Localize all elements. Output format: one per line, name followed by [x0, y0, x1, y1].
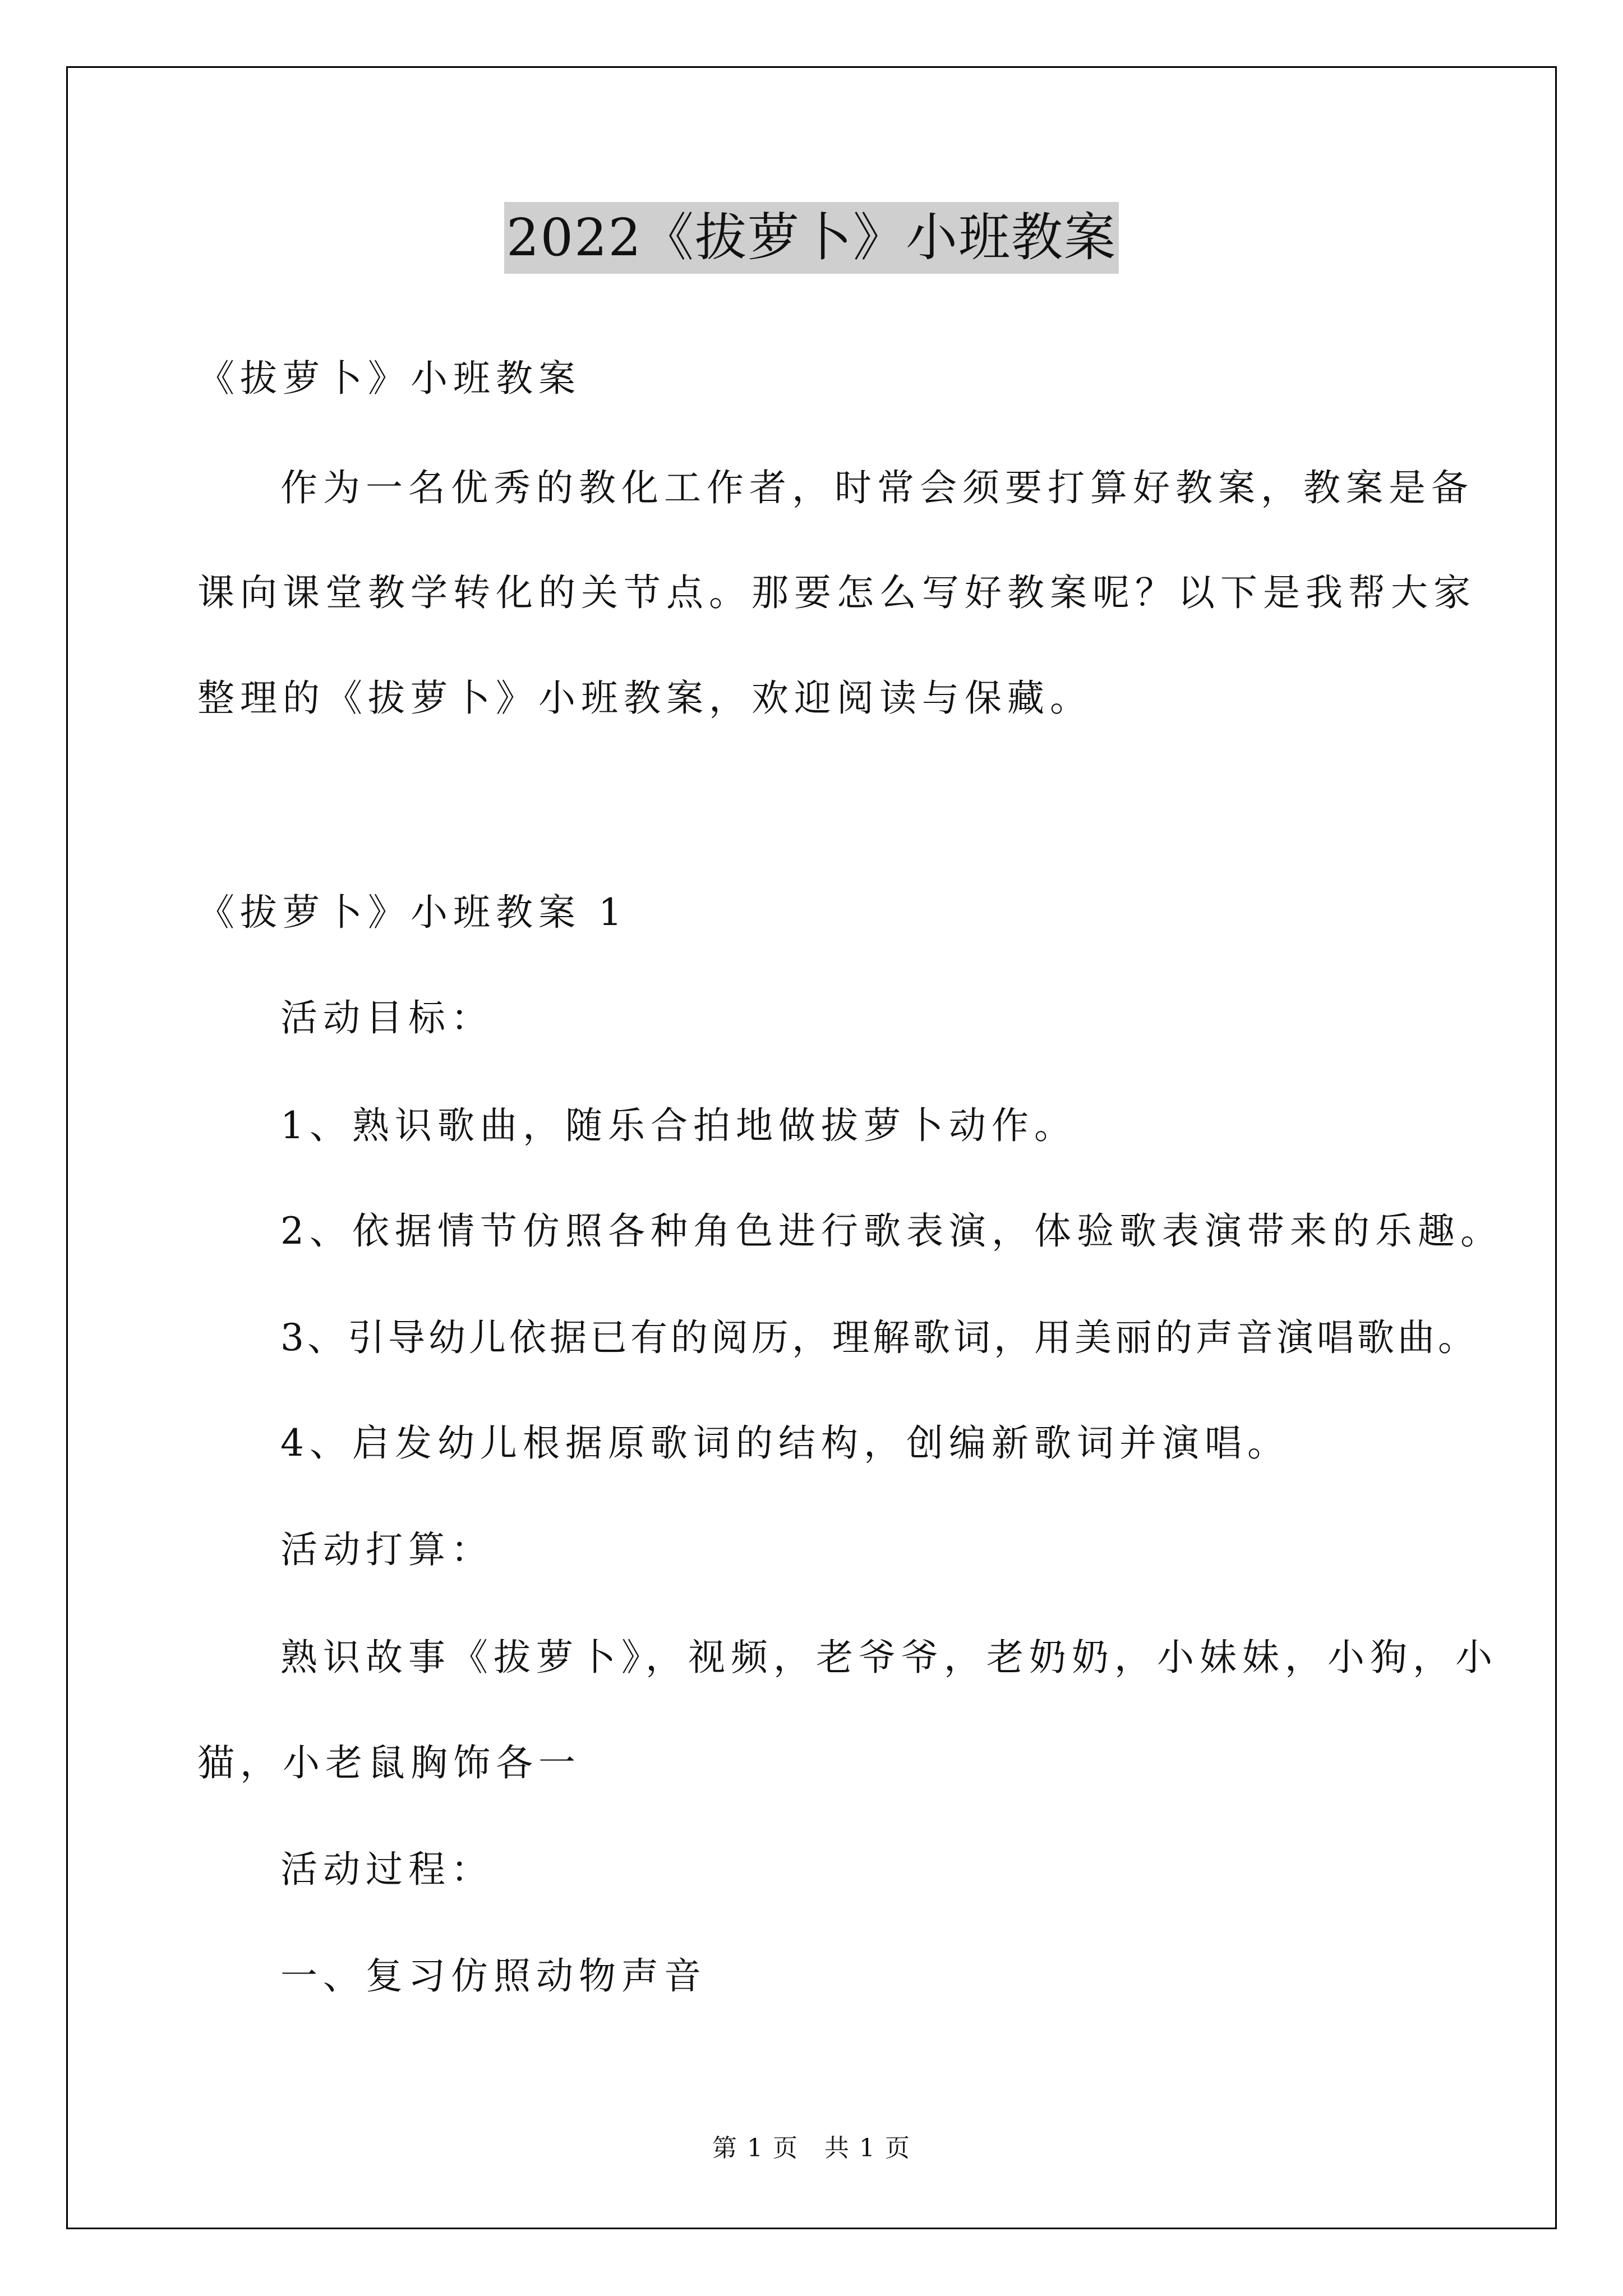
intro-line-1: 作为一名优秀的教化工作者，时常会须要打算好教案，教案是备 [280, 466, 1474, 509]
document-title: 2022《拔萝卜》小班教案 [504, 202, 1119, 274]
section-title: 《拔萝卜》小班教案 1 [197, 891, 628, 934]
page-footer: 第 1 页 共 1 页 [712, 2134, 911, 2162]
prep-line-1: 熟识故事《拔萝卜》，视频，老爷爷，老奶奶，小妹妹，小狗，小 [280, 1636, 1498, 1679]
intro-line-2: 课向课堂教学转化的关节点。那要怎么写好教案呢？以下是我帮大家 [197, 571, 1476, 614]
prep-line-2: 猫，小老鼠胸饰各一 [197, 1741, 581, 1784]
prep-heading: 活动打算： [280, 1528, 494, 1571]
goal-item-2: 2、依据情节仿照各种角色进行歌表演，体验歌表演带来的乐趣。 [280, 1209, 1503, 1253]
title-container [0, 202, 1623, 274]
subtitle: 《拔萝卜》小班教案 [197, 357, 581, 400]
intro-line-3: 整理的《拔萝卜》小班教案，欢迎阅读与保藏。 [197, 677, 1092, 720]
process-heading: 活动过程： [280, 1848, 494, 1891]
process-step-1: 一、复习仿照动物声音 [280, 1954, 707, 1998]
goal-item-4: 4、启发幼儿根据原歌词的结构，创编新歌词并演唱。 [280, 1421, 1290, 1465]
goal-item-1: 1、熟识歌曲，随乐合拍地做拔萝卜动作。 [280, 1104, 1077, 1147]
goal-item-3: 3、引导幼儿依据已有的阅历，理解歌词，用美丽的声音演唱歌曲。 [280, 1316, 1478, 1359]
goals-heading: 活动目标： [280, 996, 494, 1039]
